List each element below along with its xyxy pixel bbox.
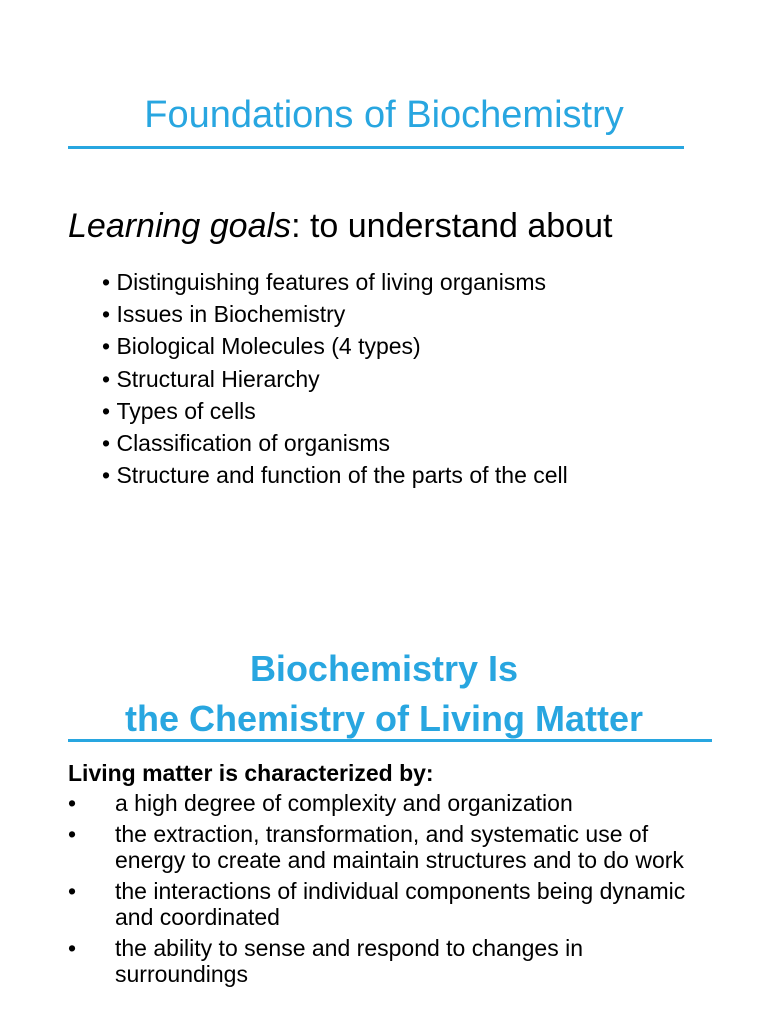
characteristic-text: the extraction, transformation, and systematic use of energy to create and maintain structures and to do work — [115, 820, 684, 873]
characteristic-item — [68, 790, 708, 817]
slide1-title: Foundations of Biochemistry — [144, 94, 624, 136]
slide2-title — [0, 644, 768, 744]
slide2-title-line2: the Chemistry of Living Matter — [124, 698, 644, 739]
learning-goal-item: • Types of cells — [102, 395, 568, 427]
learning-goals-label: Learning goals — [68, 207, 292, 245]
bullet-marker: • — [68, 934, 77, 961]
learning-goals-heading — [68, 203, 612, 249]
learning-goal-item: • Distinguishing features of living organisms — [102, 266, 568, 298]
characteristic-text: a high degree of complexity and organization — [115, 790, 573, 816]
learning-goal-item: • Structure and function of the parts of the cell — [102, 459, 568, 491]
learning-goal-item: • Structural Hierarchy — [102, 363, 568, 395]
characteristic-text: the interactions of individual components being dynamic and coordinated — [115, 877, 686, 930]
characteristics-heading: Living matter is characterized by: — [68, 760, 434, 786]
bullet-marker: • — [68, 820, 77, 847]
slide1-title-rule — [68, 146, 684, 149]
learning-goals-list — [102, 266, 568, 491]
characteristic-text: the ability to sense and respond to changes in surroundings — [115, 934, 583, 987]
characteristic-item — [68, 935, 708, 988]
characteristic-item — [68, 821, 708, 874]
bullet-marker: • — [68, 790, 77, 816]
slide-chemistry-of-living-matter — [0, 560, 768, 1024]
characteristic-item — [68, 878, 708, 931]
learning-goal-item: • Classification of organisms — [102, 427, 568, 459]
learning-goal-item: • Issues in Biochemistry — [102, 298, 568, 330]
learning-goal-item: • Biological Molecules (4 types) — [102, 330, 568, 362]
bullet-marker: • — [68, 877, 77, 904]
characteristics-list — [68, 790, 708, 992]
learning-goals-suffix: : to understand about — [291, 207, 613, 245]
slide2-title-line1: Biochemistry Is — [249, 648, 519, 689]
slide2-title-rule — [68, 739, 712, 742]
